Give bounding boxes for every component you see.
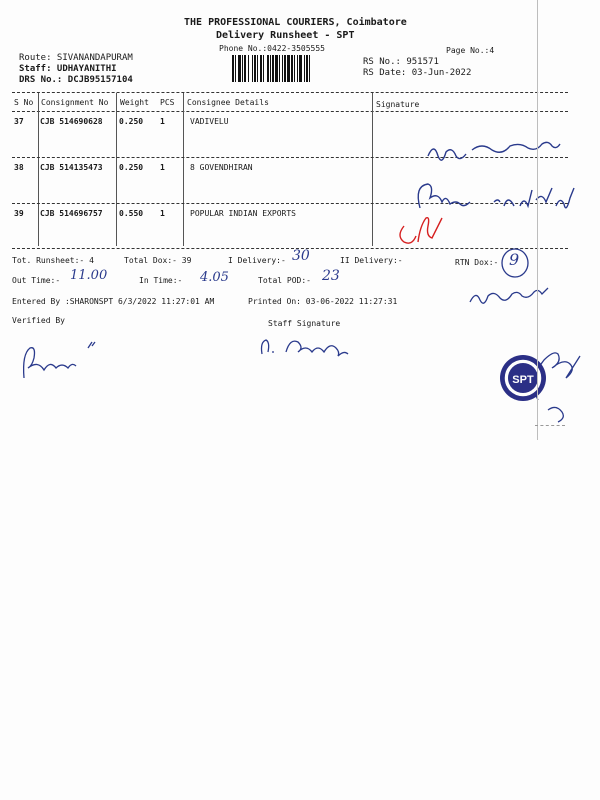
col-header-sno: S No — [14, 98, 34, 107]
in-time-handwritten: 4.05 — [200, 270, 229, 285]
rtn-dox-handwritten: 9 — [509, 250, 520, 269]
staff: Staff: UDHAYANITHI — [19, 64, 117, 74]
signature-row-38 — [418, 184, 500, 208]
row-pcs: 1 — [160, 209, 165, 218]
col-header-consignment: Consignment No — [41, 98, 109, 107]
drs-value: DCJB95157104 — [67, 75, 133, 85]
row-sno: 38 — [14, 163, 24, 172]
col-header-signature: Signature — [376, 100, 420, 109]
row-consignee: VADIVELU — [190, 117, 229, 126]
row-weight: 0.250 — [119, 117, 144, 126]
col-header-pcs: PCS — [160, 98, 175, 107]
route: Route: SIVANANDAPURAM — [19, 53, 133, 63]
col-header-weight: Weight — [120, 98, 149, 107]
i-delivery-handwritten: 30 — [292, 248, 310, 264]
spt-stamp — [498, 353, 548, 403]
runsheet-title: Delivery Runsheet - SPT — [216, 30, 355, 41]
phone-number: Phone No.:0422-3505555 — [219, 44, 325, 53]
row-sno: 37 — [14, 117, 24, 126]
row-pcs: 1 — [160, 117, 165, 126]
staff-signature-label: Staff Signature — [268, 319, 341, 328]
stamp-text: SPT — [512, 374, 534, 386]
page-number: Page No.:4 — [446, 46, 495, 55]
ii-delivery-label: II Delivery:- — [340, 256, 403, 265]
signature-verified-by — [24, 342, 95, 378]
row-consignment: CJB 514690628 — [40, 117, 103, 126]
out-time-label: Out Time:- — [12, 276, 61, 285]
printed-on: Printed On: 03-06-2022 11:27:31 — [248, 297, 398, 306]
in-time-label: In Time:- — [139, 276, 183, 285]
row-weight: 0.550 — [119, 209, 144, 218]
verified-by-label: Verified By — [12, 316, 65, 325]
total-pod-label: Total POD:- — [258, 276, 311, 285]
rtn-dox-circle — [502, 249, 528, 277]
rs-number: RS No.: 951571 — [363, 57, 439, 67]
stamp-graphic — [498, 353, 548, 403]
row-pcs: 1 — [160, 163, 165, 172]
col-header-consignee: Consignee Details — [187, 98, 269, 107]
rtn-dox-label: RTN Dox:- — [455, 258, 499, 267]
tot-runsheet: Tot. Runsheet:- 4 — [12, 256, 94, 265]
signature-row-38-date — [504, 188, 574, 208]
red-ink-mark — [400, 218, 442, 243]
row-weight: 0.250 — [119, 163, 144, 172]
rs-date: RS Date: 03-Jun-2022 — [363, 68, 472, 78]
scan-edge-line — [537, 0, 538, 440]
total-dox: Total Dox:- 39 — [124, 256, 192, 265]
entered-by: Entered By :SHARONSPT 6/3/2022 11:27:01 AM — [12, 297, 215, 306]
scan-artifact — [535, 425, 565, 426]
i-delivery-label: I Delivery:- — [228, 256, 286, 265]
signature-row-37 — [428, 142, 560, 160]
signature-staff — [262, 340, 349, 356]
row-consignee: POPULAR INDIAN EXPORTS — [190, 209, 296, 218]
row-sno: 39 — [14, 209, 24, 218]
out-time-handwritten: 11.00 — [70, 268, 108, 283]
drs-label: DRS No.: — [19, 75, 63, 85]
row-consignment: CJB 514696757 — [40, 209, 103, 218]
total-pod-handwritten: 23 — [322, 268, 340, 284]
row-consignee: 8 GOVENDHIRAN — [190, 163, 253, 172]
row-consignment: CJB 514135473 — [40, 163, 103, 172]
company-name: THE PROFESSIONAL COURIERS, Coimbatore — [184, 17, 407, 28]
